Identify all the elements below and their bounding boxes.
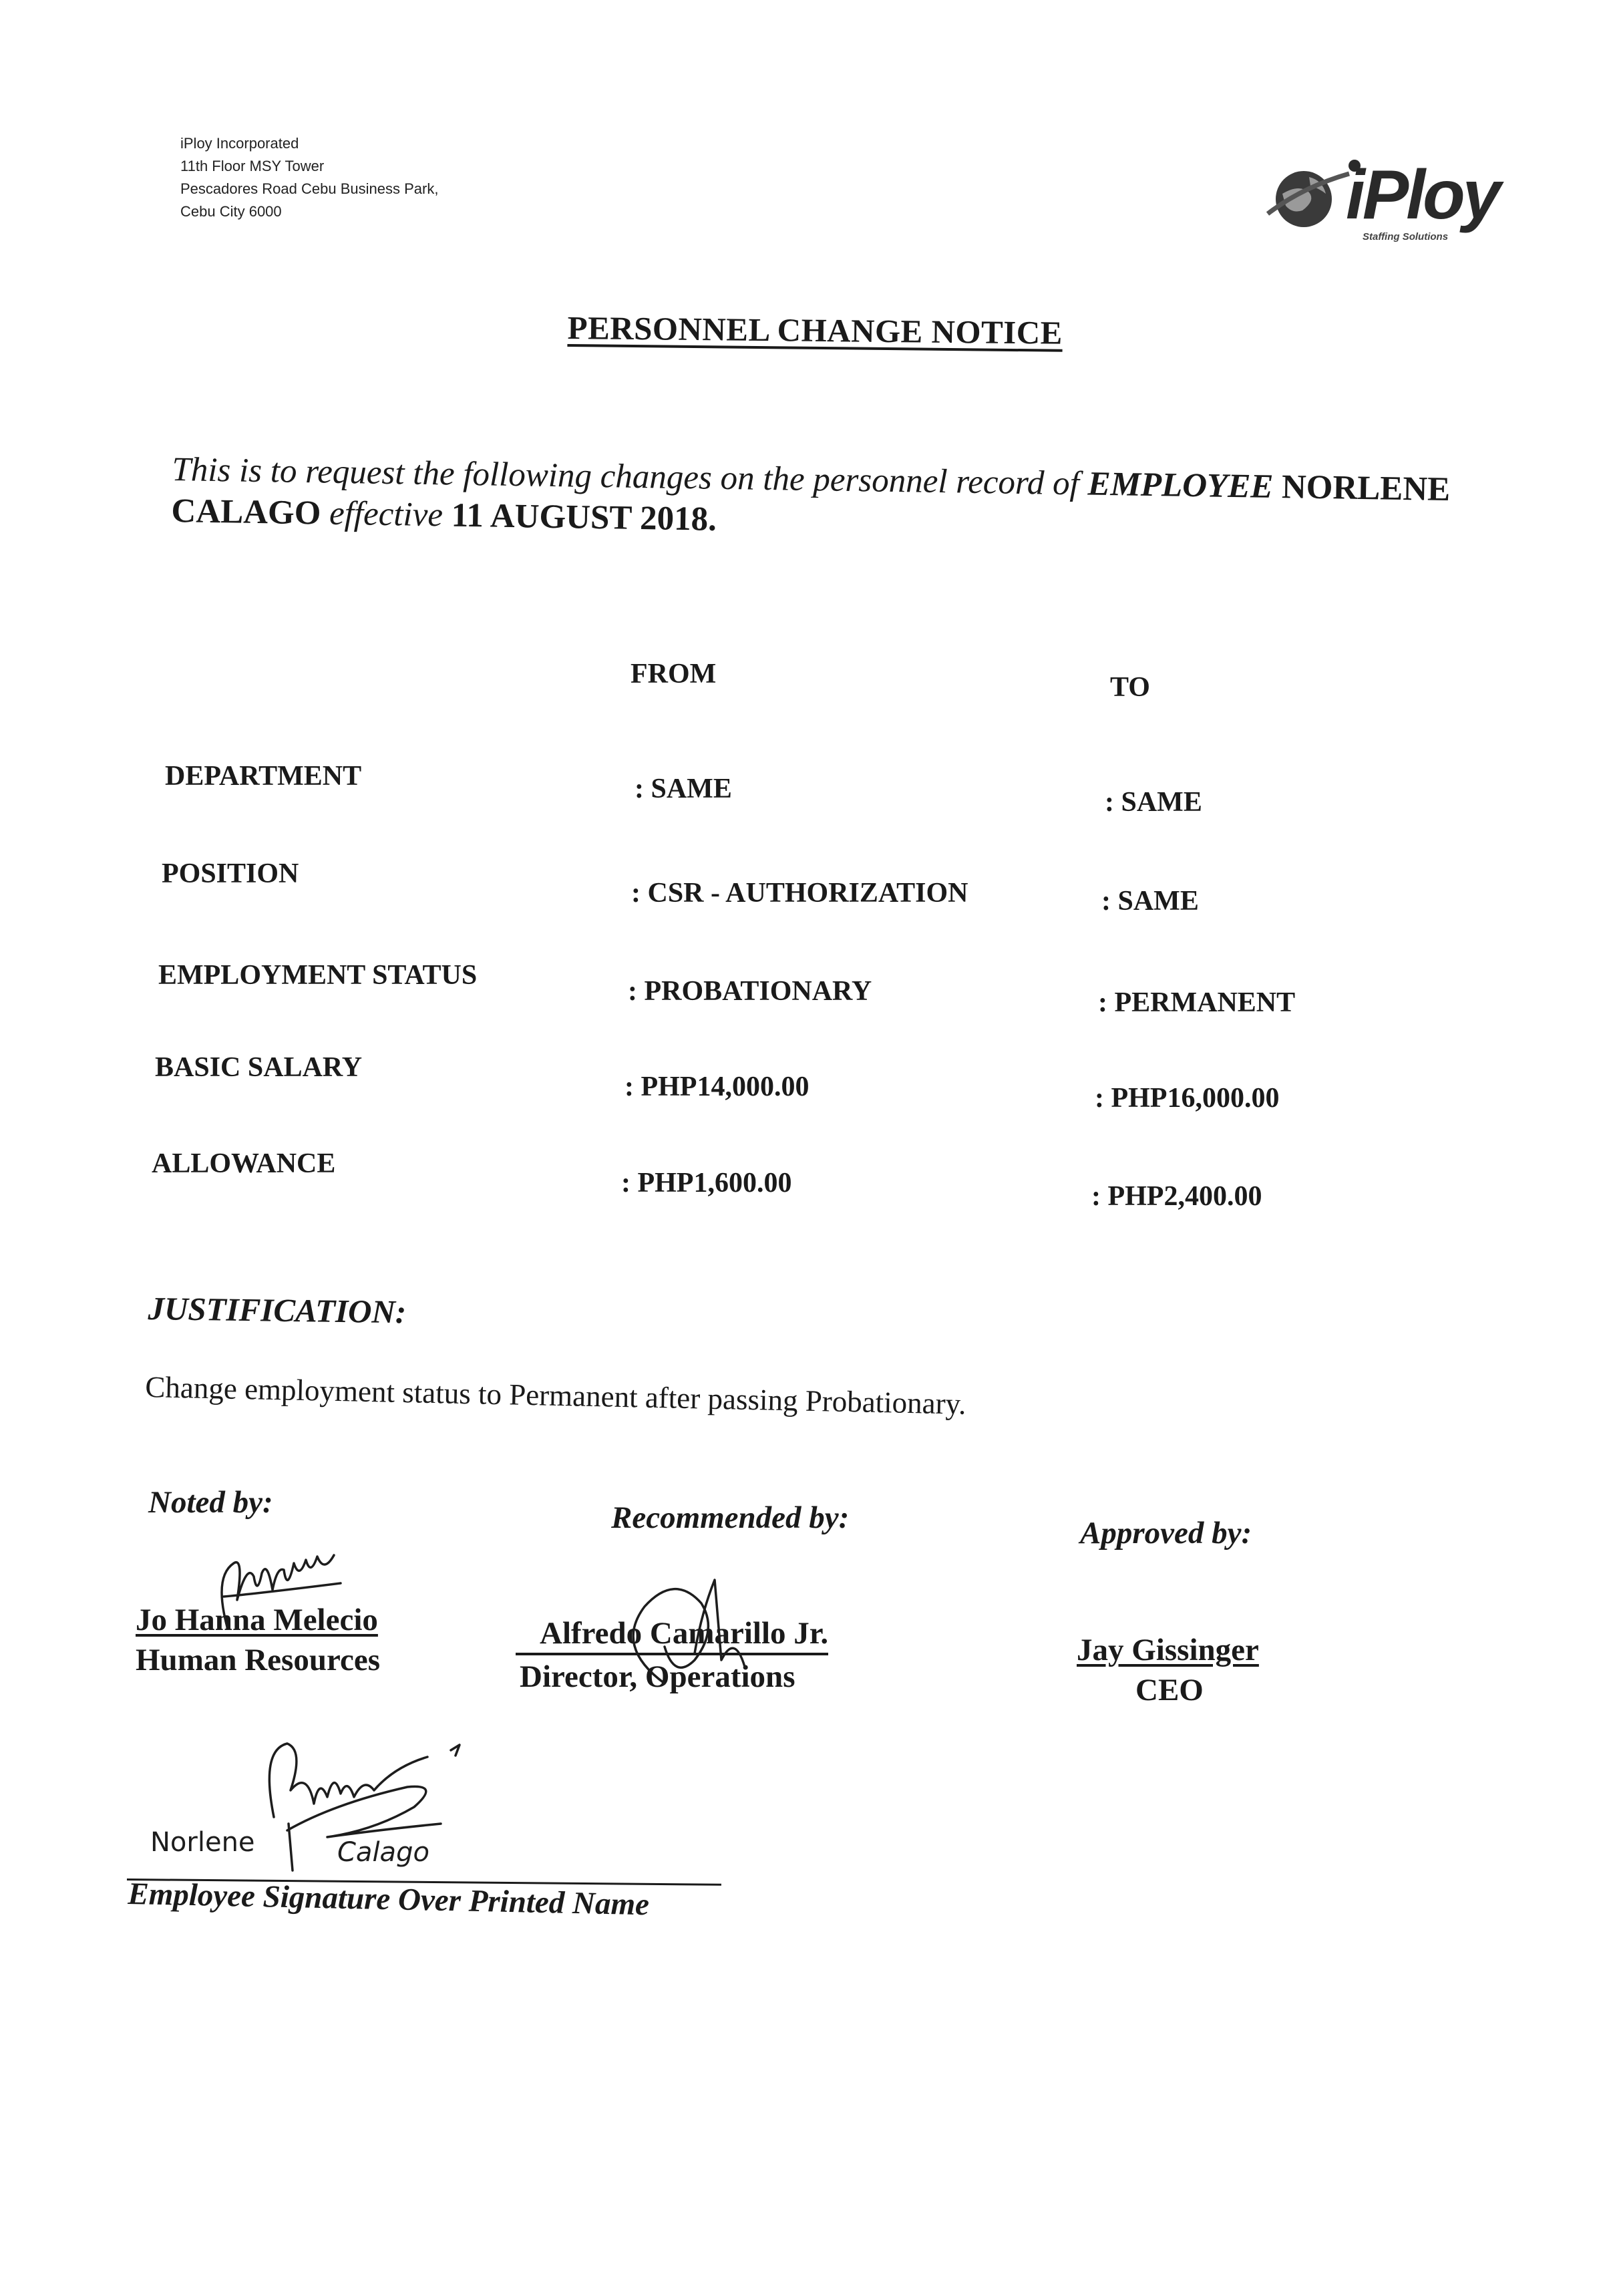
document-title: PERSONNEL CHANGE NOTICE xyxy=(567,309,1063,351)
justification-text: Change employment status to Permanent after passing Probationary. xyxy=(144,1369,967,1421)
intro-text-1: This is to request the following changes on the personnel record of xyxy=(172,450,1080,503)
from-column-header: FROM xyxy=(631,659,717,689)
row-from-basic-salary: : PHP14,000.00 xyxy=(624,1072,810,1102)
recommended-by-signature-icon xyxy=(601,1567,775,1693)
company-logo xyxy=(1262,147,1516,247)
recommended-by-heading: Recommended by: xyxy=(611,1500,850,1535)
address-line-1: 11th Floor MSY Tower xyxy=(180,158,325,174)
approved-by-heading: Approved by: xyxy=(1080,1516,1252,1550)
recommended-by-title: Director, Operations xyxy=(520,1659,795,1694)
noted-by-name: Jo Hanna Melecio xyxy=(136,1603,378,1637)
address-line-2: Pescadores Road Cebu Business Park, xyxy=(180,180,439,197)
to-column-header: TO xyxy=(1110,672,1150,703)
approved-by-name: Jay Gissinger xyxy=(1077,1633,1259,1667)
row-from-position: : CSR - AUTHORIZATION xyxy=(631,878,968,909)
recommended-by-name: Alfredo Camarillo Jr. xyxy=(516,1615,828,1655)
logo-tagline: Staffing Solutions xyxy=(1363,231,1449,242)
noted-by-title: Human Resources xyxy=(136,1643,380,1677)
company-name: iPloy Incorporated xyxy=(180,135,299,152)
employee-signature-caption: Employee Signature Over Printed Name xyxy=(127,1876,650,1923)
company-address-block xyxy=(180,132,438,223)
intro-text-2: effective xyxy=(329,494,443,534)
row-from-allowance: : PHP1,600.00 xyxy=(621,1168,792,1198)
noted-by-signature-icon xyxy=(187,1536,361,1637)
row-label-basic-salary: BASIC SALARY xyxy=(155,1052,363,1083)
approved-by-title: CEO xyxy=(1135,1673,1204,1707)
row-to-position: : SAME xyxy=(1101,886,1199,917)
intro-effective-date: 11 AUGUST 2018. xyxy=(451,496,717,538)
row-label-allowance: ALLOWANCE xyxy=(152,1148,336,1179)
row-label-department: DEPARTMENT xyxy=(165,761,362,792)
row-to-allowance: : PHP2,400.00 xyxy=(1091,1181,1262,1212)
intro-employee-label: EMPLOYEE xyxy=(1087,465,1274,506)
employee-handwritten-first-name: Norlene xyxy=(150,1827,255,1858)
noted-by-heading: Noted by: xyxy=(148,1485,273,1520)
intro-paragraph xyxy=(171,449,1461,552)
row-from-department: : SAME xyxy=(635,774,732,804)
row-label-employment-status: EMPLOYMENT STATUS xyxy=(158,960,478,991)
logo-wordmark: iPloy xyxy=(1346,156,1499,234)
row-to-department: : SAME xyxy=(1105,787,1202,818)
row-to-employment-status: : PERMANENT xyxy=(1098,987,1296,1018)
row-from-employment-status: : PROBATIONARY xyxy=(628,976,872,1007)
intro-employee-name: NORLENE CALAGO xyxy=(171,468,1451,532)
row-to-basic-salary: : PHP16,000.00 xyxy=(1095,1083,1280,1114)
employee-handwritten-last-name: Calago xyxy=(337,1837,429,1868)
justification-heading: JUSTIFICATION: xyxy=(148,1289,407,1331)
row-label-position: POSITION xyxy=(162,858,299,889)
address-line-3: Cebu City 6000 xyxy=(180,203,282,220)
